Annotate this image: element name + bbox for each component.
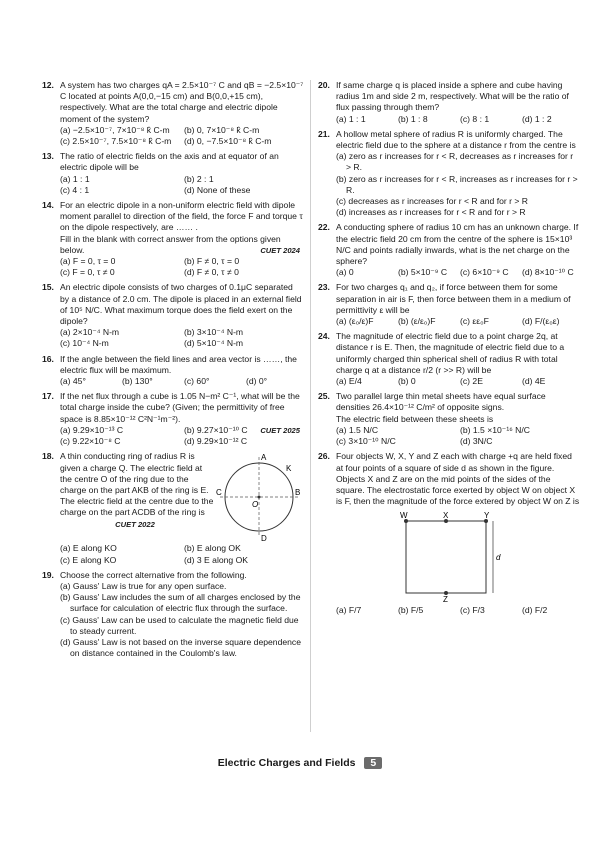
options	[60, 543, 304, 565]
question-18	[42, 451, 304, 565]
question-stem: Choose the correct alternative from the following.	[60, 569, 247, 580]
centre-point	[258, 496, 261, 499]
stem-text: Fill in the blank with correct answer from the options given below.	[60, 233, 281, 255]
label-y: Y	[484, 511, 490, 521]
option-c: (c) F = 0, τ ≠ 0	[60, 267, 115, 278]
option-a: (a) 0	[336, 267, 354, 278]
option-d: (d) increases as r increases for r < R and for r > R	[336, 207, 526, 218]
options	[60, 174, 304, 196]
option-b: (b) 130°	[122, 376, 153, 387]
option-c: (c) E along KO	[60, 554, 117, 565]
option-b: (b) Gauss' Law includes the sum of all charges enclosed by the surface for calculation of electric flux through the surface.	[60, 592, 301, 614]
question-number: 21.	[318, 128, 330, 139]
square-charges-diagram	[336, 511, 576, 603]
option-b: (b) F/5	[398, 605, 424, 616]
question-stem: If the net flux through a cube is 1.05 N−m² C⁻¹, what will be the total charge inside the cube? (Given; the permittivity of free space is 8.85×10⁻¹² C²N⁻¹m⁻²).	[60, 391, 300, 424]
option-a: (a) Gauss' Law is true for any open surface.	[60, 580, 227, 591]
option-d: (d) None of these	[184, 184, 251, 195]
question-stem: An electric dipole consists of two charges of 0.1μC separated by a distance of 2.0 cm. The dipole is placed in an external field of 10⁵ N/C. What maximum torque does the field exert on the dipole?	[60, 282, 302, 327]
label-x: X	[443, 511, 449, 521]
option-b: (b) (ε/ε₀)F	[398, 316, 436, 327]
question-14	[42, 200, 304, 278]
options	[60, 425, 304, 447]
left-column	[42, 80, 304, 663]
options	[60, 256, 304, 278]
question-number: 18.	[42, 451, 54, 462]
question-number: 13.	[42, 151, 54, 162]
option-a: (a) E/4	[336, 376, 362, 387]
option-d: (d) 0, −7.5×10⁻⁸ k̂ C-m	[184, 136, 272, 147]
option-b: (b) 3×10⁻⁴ N-m	[184, 327, 244, 338]
option-c: (c) εε₀F	[460, 316, 489, 327]
option-c: (c) 2E	[460, 376, 483, 387]
option-d: (d) 9.29×10⁻¹² C	[184, 436, 248, 447]
option-a: (a) 1 : 1	[60, 173, 90, 184]
options	[336, 376, 580, 387]
exam-tag: CUET 2025	[260, 425, 300, 435]
exam-tag: CUET 2022	[115, 519, 155, 529]
option-d: (d) 3 E along OK	[184, 554, 249, 565]
option-c: (c) 3×10⁻¹⁰ N/C	[336, 436, 396, 447]
option-b: (b) 1 : 8	[398, 113, 428, 124]
label-o: O	[252, 500, 259, 510]
option-c: (c) 6×10⁻⁹ C	[460, 267, 509, 278]
page-number: 5	[364, 757, 382, 769]
option-d: (d) 4E	[522, 376, 546, 387]
option-d: (d) F/(ε₀ε)	[522, 316, 560, 327]
label-w: W	[400, 511, 408, 521]
options	[336, 425, 580, 447]
option-a: (a) −2.5×10⁻⁷, 7×10⁻⁸ k̂ C-m	[60, 124, 170, 135]
question-12	[42, 80, 304, 147]
option-d: (d) 3N/C	[460, 436, 493, 447]
option-c: (c) 4 : 1	[60, 184, 90, 195]
option-b: (b) 5×10⁻⁹ C	[398, 267, 448, 278]
question-20	[318, 80, 580, 125]
option-c: (c) decreases as r increases for r < R and for r > R	[336, 196, 528, 207]
question-stem-2: The electric field between these sheets is	[336, 413, 494, 424]
question-16	[42, 354, 304, 388]
option-c: (c) 2.5×10⁻⁷, 7.5×10⁻⁸ k̂ C-m	[60, 136, 172, 147]
question-stem: The magnitude of electric field due to a point charge 2q, at distance r is E. Then, the magnitude of electric field due to a uniformly charged thin spherical shell of radius R with total charge q at a distance r/2 (r >> R) will be	[336, 331, 565, 375]
option-b-wrap	[184, 425, 304, 436]
label-a: A	[261, 453, 267, 463]
question-number: 14.	[42, 200, 54, 211]
option-c: (c) 60°	[184, 376, 210, 387]
question-18-text	[60, 451, 214, 529]
column-divider	[310, 80, 311, 732]
question-stem: If same charge q is placed inside a sphere and cube having radius 1m and side 2 m, respectively. What will be the ratio of flux passing through them?	[336, 80, 569, 113]
question-stem: For an electric dipole in a non-uniform electric field with dipole moment parallel to direction of the field, the force F and torque τ on the dipole respectively, are …… .	[60, 200, 303, 233]
option-a: (a) 9.29×10⁻¹³ C	[60, 424, 124, 435]
question-25	[318, 391, 580, 447]
option-b: (b) 9.27×10⁻¹⁰ C	[184, 424, 248, 435]
question-19	[42, 570, 304, 660]
question-number: 22.	[318, 222, 330, 233]
square	[406, 521, 486, 593]
question-26	[318, 451, 580, 616]
option-c: (c) Gauss' Law can be used to calculate the magnetic field due to steady current.	[60, 614, 299, 636]
question-number: 23.	[318, 282, 330, 293]
question-stem: If the angle between the field lines and area vector is ……, the electric flux will be maximum.	[60, 353, 297, 375]
option-b: (b) 2 : 1	[184, 173, 214, 184]
option-a: (a) E along KO	[60, 543, 117, 554]
option-c: (c) 9.22×10⁻⁸ C	[60, 436, 121, 447]
question-number: 19.	[42, 569, 54, 580]
page-footer	[0, 757, 600, 769]
label-c: C	[216, 488, 222, 498]
option-a: (a) F/7	[336, 605, 362, 616]
label-d: d	[496, 553, 501, 563]
question-number: 15.	[42, 282, 54, 293]
question-number: 17.	[42, 391, 54, 402]
options	[336, 316, 580, 327]
option-b: (b) F ≠ 0, τ = 0	[184, 256, 240, 267]
option-b: (b) E along OK	[184, 543, 241, 554]
option-d: (d) F/2	[522, 605, 548, 616]
option-d: (d) 1 : 2	[522, 113, 552, 124]
option-a: (a) 1.5 N/C	[336, 424, 379, 435]
option-a: (a) 45°	[60, 376, 86, 387]
label-d: D	[261, 534, 267, 544]
option-a: (a) F = 0, τ = 0	[60, 256, 116, 267]
question-22	[318, 222, 580, 278]
option-c: (c) 8 : 1	[460, 113, 490, 124]
question-stem: A thin conducting ring of radius R is given a charge Q. The electric field at the centre O of the ring due to the charge on the part AKB of the ring is E. The electric field at the centre due to the charge on the part ACDB of the ring is	[60, 451, 214, 518]
option-d: (d) 8×10⁻¹⁰ C	[522, 267, 574, 278]
question-18-row	[60, 451, 304, 543]
question-number: 25.	[318, 391, 330, 402]
question-number: 12.	[42, 80, 54, 90]
option-a: (a) 2×10⁻⁴ N-m	[60, 327, 120, 338]
options	[336, 605, 580, 616]
question-number: 24.	[318, 331, 330, 342]
question-13	[42, 151, 304, 196]
option-d: (d) F ≠ 0, τ ≠ 0	[184, 267, 239, 278]
option-b: (b) 1.5 ×10⁻¹⁶ N/C	[460, 424, 530, 435]
option-a: (a) (ε₀/ε)F	[336, 316, 374, 327]
question-stem-2	[60, 234, 304, 256]
question-17	[42, 391, 304, 447]
label-z: Z	[443, 595, 448, 604]
right-column	[318, 80, 580, 621]
options	[336, 114, 580, 125]
question-23	[318, 282, 580, 327]
option-b: (b) 0	[398, 376, 416, 387]
ring-diagram	[214, 451, 304, 543]
question-24	[318, 331, 580, 387]
question-number: 16.	[42, 353, 54, 364]
label-b: B	[295, 488, 301, 498]
question-stem: A hollow metal sphere of radius R is uniformly charged. The electric field due to the sphere at a distance r from the centre is	[336, 128, 576, 151]
label-k: K	[286, 464, 292, 474]
exam-tag: CUET 2024	[260, 245, 300, 255]
options	[60, 327, 304, 349]
question-number: 26.	[318, 451, 330, 462]
option-c: (c) F/3	[460, 605, 485, 616]
option-d: (d) Gauss' Law is not based on the inverse square dependence on distance contained in the Coulomb's law.	[60, 636, 301, 659]
option-d: (d) 5×10⁻⁴ N-m	[184, 338, 244, 349]
options	[60, 125, 304, 147]
option-c: (c) 10⁻⁴ N-m	[60, 338, 109, 349]
options	[336, 267, 580, 278]
question-stem: The ratio of electric fields on the axis and at equator of an electric dipole will be	[60, 151, 279, 173]
chapter-title: Electric Charges and Fields	[217, 757, 356, 769]
question-stem: A conducting sphere of radius 10 cm has an unknown charge. If the electric field 20 cm from the centre of the sphere is 15×10³ N/C and points radially inwards, what is the net charge on the sphere?	[336, 222, 579, 267]
option-b: (b) 0, 7×10⁻⁸ k̂ C-m	[184, 124, 260, 135]
question-21	[318, 129, 580, 219]
option-a: (a) 1 : 1	[336, 113, 366, 124]
question-number: 20.	[318, 80, 330, 90]
question-stem: Two parallel large thin metal sheets have equal surface densities 26.4×10⁻¹² C/m² of opposite signs.	[336, 391, 546, 413]
options	[60, 376, 304, 387]
option-d: (d) 0°	[246, 376, 268, 387]
question-stem: For two charges q₁ and q₂, if force between them for some separation in air is F, then force between them in a medium of permittivity ε will be	[336, 282, 571, 315]
option-b: (b) zero as r increases for r < R, increases as r increases for r > R.	[336, 173, 578, 195]
question-15	[42, 282, 304, 349]
option-a: (a) zero as r increases for r < R, decreases as r increases for r > R.	[336, 151, 574, 173]
question-stem: Four objects W, X, Y and Z each with charge +q are held fixed at four points of a square of side d as shown in the figure. Objects X and Z are on the mid points of the sides of the square. The electrostatic force exerted by object W on object X is F, then the magnitude of the force extered by object W on Z is	[336, 451, 580, 507]
question-stem: A system has two charges qA = 2.5×10⁻⁷ C and qB = −2.5×10⁻⁷ C located at points A(0,0,−15 cm) and B(0,0,+15 cm), respectively. What are the total charge and electric dipole moment of the system?	[60, 80, 304, 124]
